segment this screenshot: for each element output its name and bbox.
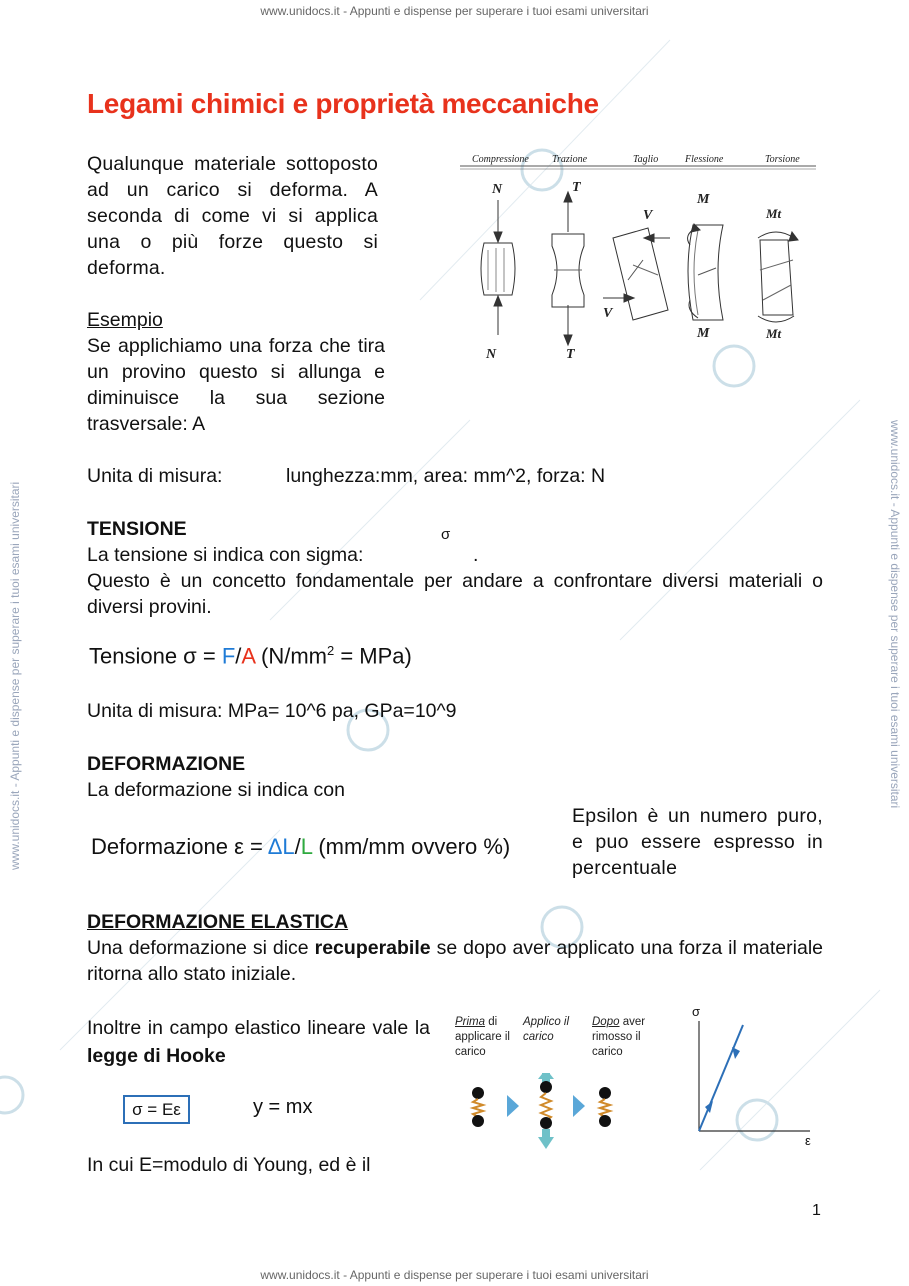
spring-drawing — [453, 1073, 668, 1153]
linear-formula: y = mx — [253, 1096, 313, 1118]
hooke-paragraph — [87, 1014, 430, 1070]
tension-formula — [89, 643, 412, 669]
tension-formula-a: A — [241, 643, 255, 669]
label-n-bottom: N — [486, 347, 497, 362]
label-m-top: M — [697, 192, 710, 207]
watermark-right: www.unidocs.it - Appunti e dispense per superare i tuoi esami universitari — [888, 420, 902, 809]
stress-strain-axes — [688, 1003, 818, 1153]
deformation-formula — [91, 834, 510, 860]
watermark-top: www.unidocs.it - Appunti e dispense per superare i tuoi esami universitari — [260, 4, 649, 18]
deformation-line1: La deformazione si indica con — [87, 779, 345, 801]
young-line: In cui E=modulo di Young, ed è il — [87, 1154, 371, 1176]
header-bending: Flessione — [685, 154, 724, 165]
header-torsion: Torsione — [765, 154, 800, 165]
tension-period: . — [473, 544, 479, 566]
graph-x-label: ε — [805, 1133, 811, 1148]
caption-dopo — [592, 1015, 662, 1060]
caption-prima — [455, 1015, 515, 1060]
intro-paragraph: Qualunque materiale sottoposto ad un carico si deforma. A seconda di come vi si applica una o più forze questo si deforma. — [87, 153, 378, 279]
tension-line2: Questo è un concetto fondamentale per andare a confrontare diversi materiali o diversi provini. — [87, 570, 823, 618]
caption-prima-rest: di applicare il carico — [455, 1016, 510, 1058]
label-v-top: V — [643, 208, 653, 223]
deformation-formula-l: L — [300, 834, 313, 859]
label-m-bottom: M — [697, 326, 710, 341]
tension-formula-slash: / — [235, 643, 242, 669]
spring-figure — [453, 1013, 668, 1153]
tension-formula-sup: 2 — [326, 643, 335, 658]
example-heading: Esempio — [87, 309, 163, 331]
load-types-figure — [458, 150, 818, 370]
tension-formula-prefix: Tensione σ = — [89, 643, 222, 669]
tension-formula-unit: (N/mm — [254, 643, 327, 669]
tension-formula-mpa: = MPa) — [334, 643, 412, 669]
label-v-bottom: V — [603, 306, 613, 321]
deformation-formula-prefix: Deformazione ε = — [91, 834, 268, 859]
graph-y-label: σ — [692, 1004, 701, 1019]
deformation-formula-slash: / — [294, 834, 301, 859]
deformation-note: Epsilon è un numero puro, e puo essere espresso in percentuale — [572, 805, 823, 879]
sigma-symbol: σ — [441, 526, 451, 543]
label-t-bottom: T — [566, 347, 575, 362]
elastic-text-pre: Una deformazione si dice — [87, 937, 315, 959]
stress-strain-graph — [688, 1003, 818, 1153]
deformation-heading: DEFORMAZIONE — [87, 753, 246, 775]
tension-heading: TENSIONE — [87, 518, 187, 540]
caption-dopo-rest: aver rimosso il carico — [592, 1016, 646, 1058]
deformation-formula-dl: ΔL — [267, 834, 295, 859]
caption-applico: Applico il carico — [523, 1016, 570, 1043]
elastic-text-post: se dopo aver applicato una forza il materiale ritorna allo stato iniziale. — [87, 937, 824, 985]
header-shear: Taglio — [633, 154, 659, 165]
tension-units: Unita di misura: MPa= 10^6 pa, GPa=10^9 — [87, 700, 457, 722]
label-n-top: N — [492, 182, 503, 197]
header-compression: Compressione — [472, 154, 529, 165]
hooke-text-bold: legge di Hooke — [87, 1045, 226, 1067]
tension-formula-f: F — [221, 643, 236, 669]
label-mt-bottom: Mt — [766, 326, 782, 341]
hooke-text-pre: Inoltre in campo elastico lineare vale la — [87, 1017, 430, 1039]
elastic-text-bold: recuperabile — [314, 937, 431, 959]
hooke-box-formula: σ = Eε — [123, 1095, 190, 1124]
label-mt-top: Mt — [766, 206, 782, 221]
elastic-heading: DEFORMAZIONE ELASTICA — [87, 911, 349, 933]
units-label: Unita di misura: — [87, 465, 223, 487]
caption-prima-underlined: Prima — [455, 1016, 486, 1028]
watermark-bottom: www.unidocs.it - Appunti e dispense per superare i tuoi esami universitari — [260, 1268, 649, 1282]
units-value: lunghezza:mm, area: mm^2, forza: N — [286, 465, 606, 487]
deformation-formula-suffix: (mm/mm ovvero %) — [312, 834, 511, 859]
example-paragraph: Se applichiamo una forza che tira un provino questo si allunga e diminuisce la sua sezione trasversale: A — [87, 335, 385, 435]
page-title: Legami chimici e proprietà meccaniche — [87, 88, 599, 119]
watermark-left: www.unidocs.it - Appunti e dispense per superare i tuoi esami universitari — [8, 481, 22, 870]
load-types-drawing — [458, 150, 818, 370]
header-traction: Trazione — [552, 154, 588, 165]
tension-line1: La tensione si indica con sigma: — [87, 544, 364, 566]
elastic-paragraph — [87, 935, 823, 987]
label-t-top: T — [572, 180, 581, 195]
caption-dopo-underlined: Dopo — [592, 1016, 620, 1028]
page-number: 1 — [812, 1202, 821, 1219]
